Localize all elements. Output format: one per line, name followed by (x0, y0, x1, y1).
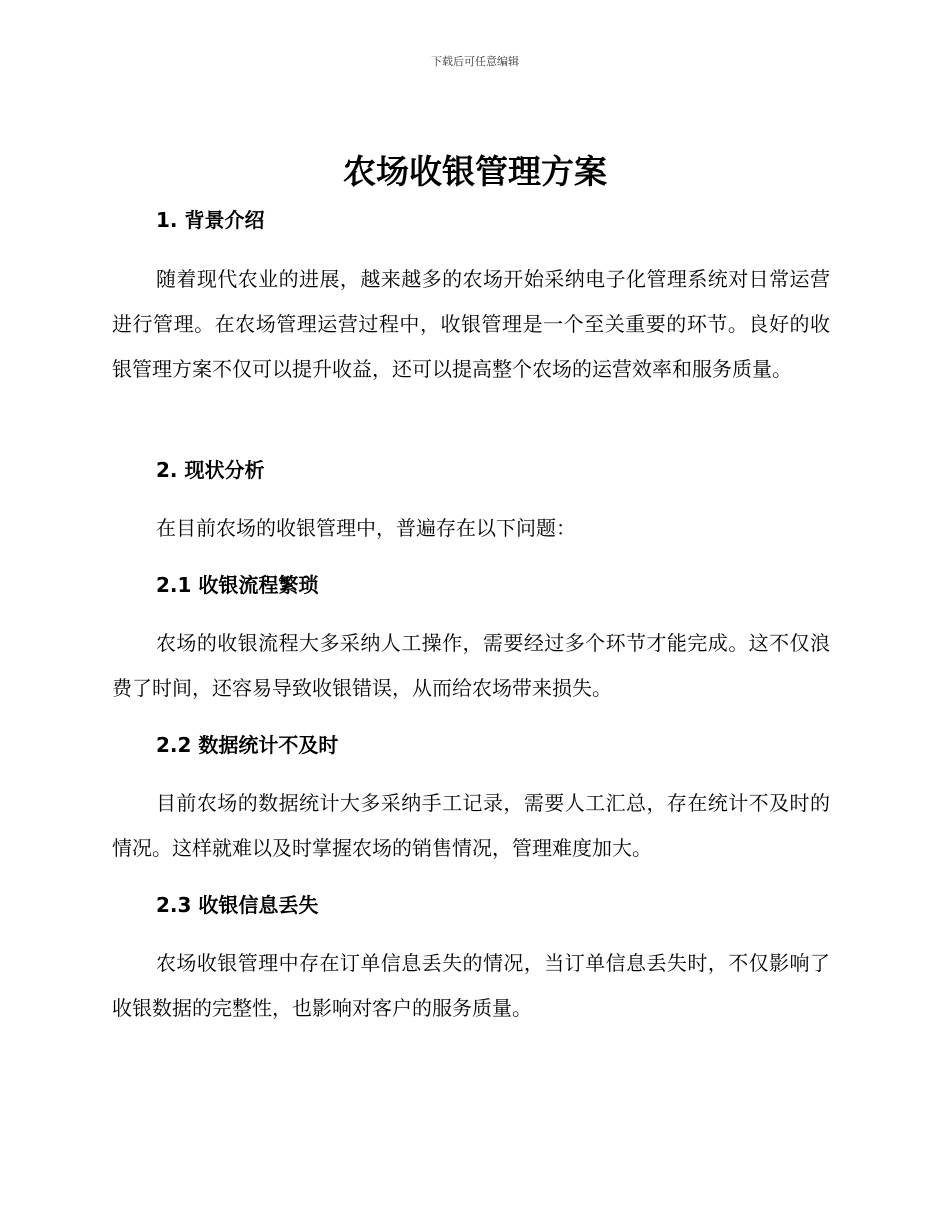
paragraph-info-loss: 农场收银管理中存在订单信息丢失的情况，当订单信息丢失时，不仅影响了收银数据的完整性，也影响对客户的服务质量。 (112, 951, 830, 1020)
paragraph-cumbersome-flow: 农场的收银流程大多采纳人工操作，需要经过多个环节才能完成。这不仅浪费了时间，还容易导致收银错误，从而给农场带来损失。 (112, 631, 830, 700)
section-heading-cumbersome-flow: 2.1 收银流程繁琐 (156, 573, 319, 597)
paragraph-background: 随着现代农业的进展，越来越多的农场开始采纳电子化管理系统对日常运营进行管理。在农场管理运营过程中，收银管理是一个至关重要的环节。良好的收银管理方案不仅可以提升收益，还可以提高整个农场的运营效率和服务质量。 (112, 267, 830, 381)
header-note: 下载后可任意编辑 (431, 55, 519, 68)
section-heading-status: 2. 现状分析 (156, 458, 265, 482)
section-heading-info-loss: 2.3 收银信息丢失 (156, 893, 319, 917)
paragraph-late-statistics: 目前农场的数据统计大多采纳手工记录，需要人工汇总，存在统计不及时的情况。这样就难以及时掌握农场的销售情况，管理难度加大。 (112, 791, 830, 860)
section-heading-late-statistics: 2.2 数据统计不及时 (156, 733, 339, 757)
section-heading-background: 1. 背景介绍 (156, 208, 265, 232)
paragraph-status: 在目前农场的收银管理中，普遍存在以下问题： (156, 516, 576, 540)
document-title: 农场收银管理方案 (343, 152, 607, 191)
